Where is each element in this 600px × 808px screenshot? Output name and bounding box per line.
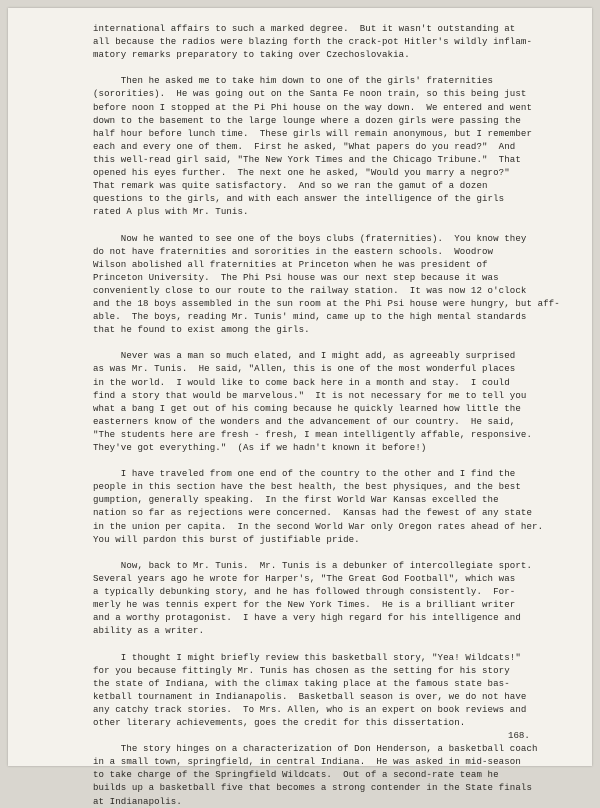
text-line: in the union per capita. In the second World War only Oregon rates ahead of her. xyxy=(93,520,544,532)
text-line: Wilson abolished all fraternities at Princeton when he was president of xyxy=(93,258,488,270)
text-line: ability as a writer. xyxy=(93,625,205,637)
text-line: Princeton University. The Phi Psi house was our next step because it was xyxy=(93,271,499,283)
paragraph-gap xyxy=(93,218,557,231)
paragraph xyxy=(93,467,557,546)
text-line: at Indianapolis. xyxy=(93,795,182,807)
text-line: in a small town, springfield, in central Indiana. He was asked in mid-season xyxy=(93,756,521,768)
text-line: nation so far as rejections were concerned. Kansas had the fewest of any state xyxy=(93,507,533,519)
text-line: each and every one of them. First he asked, "What papers do you read?" And xyxy=(93,140,516,152)
paragraph xyxy=(93,349,557,454)
text-line: I have traveled from one end of the country to the other and I find the xyxy=(93,468,516,480)
text-line: what a bang I get out of his coming because he quickly learned how little the xyxy=(93,402,521,414)
text-line: Now he wanted to see one of the boys clubs (fraternities). You know they xyxy=(93,232,527,244)
paragraph xyxy=(93,651,557,730)
text-line: Now, back to Mr. Tunis. Mr. Tunis is a debunker of intercollegiate sport. xyxy=(93,559,533,571)
text-line: the state of Indiana, with the climax taking place at the famous state bas- xyxy=(93,677,510,689)
paragraph xyxy=(93,742,557,807)
text-line: gumption, generally speaking. In the first World War Kansas excelled the xyxy=(93,494,499,506)
page-body-text xyxy=(93,22,560,808)
text-line: do not have fraternities and sororities in the eastern schools. Woodrow xyxy=(93,245,494,257)
text-line: a typically debunking story, and he has followed through consistently. For- xyxy=(93,586,516,598)
paragraph xyxy=(93,232,560,337)
text-line: You will pardon this burst of justifiable pride. xyxy=(93,533,360,545)
text-line: international affairs to such a marked degree. But it wasn't outstanding at xyxy=(93,23,516,34)
text-line: "The students here are fresh - fresh, I mean intelligently affable, responsive. xyxy=(93,428,533,440)
text-line: other literary achievements, goes the credit for this dissertation. xyxy=(93,716,466,728)
text-line: to take charge of the Springfield Wildcats. Out of a second-rate team he xyxy=(93,769,499,781)
text-line: merly he was tennis expert for the New York Times. He is a brilliant writer xyxy=(93,599,516,611)
text-line: opened his eyes further. The next one he asked, "Would you marry a negro?" xyxy=(93,167,510,179)
text-line: Several years ago he wrote for Harper's, "The Great God Football", which was xyxy=(93,572,516,584)
text-line: ketball tournament in Indianapolis. Basketball season is over, we do not have xyxy=(93,690,527,702)
page-number: 168. xyxy=(508,730,530,741)
text-line: That remark was quite satisfactory. And so we ran the gamut of a dozen xyxy=(93,180,488,192)
text-line: questions to the girls, and with each answer the intelligence of the girls xyxy=(93,193,505,205)
paragraph xyxy=(93,22,557,61)
paragraph xyxy=(93,559,557,638)
typed-page xyxy=(8,8,592,807)
text-line: (sororities). He was going out on the Santa Fe noon train, so this being just xyxy=(93,88,527,100)
text-line: builds up a basketball five that becomes a strong contender in the State finals xyxy=(93,782,533,794)
text-line: that he found to exist among the girls. xyxy=(93,324,310,336)
text-line: easterners know of the wonders and the advancement of our country. He said, xyxy=(93,415,516,427)
text-line: and the 18 boys assembled in the sun room at the Phi Psi house were hungry, but aff- xyxy=(93,297,560,309)
text-line: for you because fittingly Mr. Tunis has chosen as the setting for his story xyxy=(93,664,510,676)
text-line: all because the radios were blazing forth the crack-pot Hitler's wildly inflam- xyxy=(93,36,533,48)
text-line: as was Mr. Tunis. He said, "Allen, this is one of the most wonderful places xyxy=(93,363,516,375)
text-line: before noon I stopped at the Pi Phi house on the way down. We entered and went xyxy=(93,101,533,113)
text-line: half hour before lunch time. These girls will remain anonymous, but I remember xyxy=(93,127,533,139)
text-line: able. The boys, reading Mr. Tunis' mind, came up to the high mental standards xyxy=(93,311,527,323)
text-line: Then he asked me to take him down to one of the girls' fraternities xyxy=(93,75,494,87)
paragraph-gap xyxy=(93,336,557,349)
paragraph-gap xyxy=(93,546,557,559)
paragraph-gap xyxy=(93,729,557,742)
text-line: rated A plus with Mr. Tunis. xyxy=(93,206,249,218)
text-line: matory remarks preparatory to taking over Czechoslovakia. xyxy=(93,49,410,61)
text-line: I thought I might briefly review this basketball story, "Yea! Wildcats!" xyxy=(93,651,521,663)
text-line: people in this section have the best health, the best physiques, and the best xyxy=(93,481,521,493)
paragraph-gap xyxy=(93,454,557,467)
text-line: and a worthy protagonist. I have a very high regard for his intelligence and xyxy=(93,612,521,624)
text-line: down to the basement to the large lounge where a dozen girls were passing the xyxy=(93,114,521,126)
paragraph xyxy=(93,74,557,218)
paragraph-gap xyxy=(93,61,557,74)
text-line: Never was a man so much elated, and I might add, as agreeably surprised xyxy=(93,350,516,362)
text-line: The story hinges on a characterization of Don Henderson, a basketball coach xyxy=(93,743,538,755)
text-line: conveniently close to our route to the railway station. It was now 12 o'clock xyxy=(93,284,527,296)
text-line: any catchy track stories. To Mrs. Allen, who is an expert on book reviews and xyxy=(93,703,527,715)
text-line: in the world. I would like to come back here in a month and stay. I could xyxy=(93,376,510,388)
text-line: find a story that would be marvelous." It is not necessary for me to tell you xyxy=(93,389,527,401)
text-line: this well-read girl said, "The New York Times and the Chicago Tribune." That xyxy=(93,153,521,165)
paragraph-gap xyxy=(93,637,557,650)
text-line: They've got everything." (As if we hadn't known it before!) xyxy=(93,442,427,453)
